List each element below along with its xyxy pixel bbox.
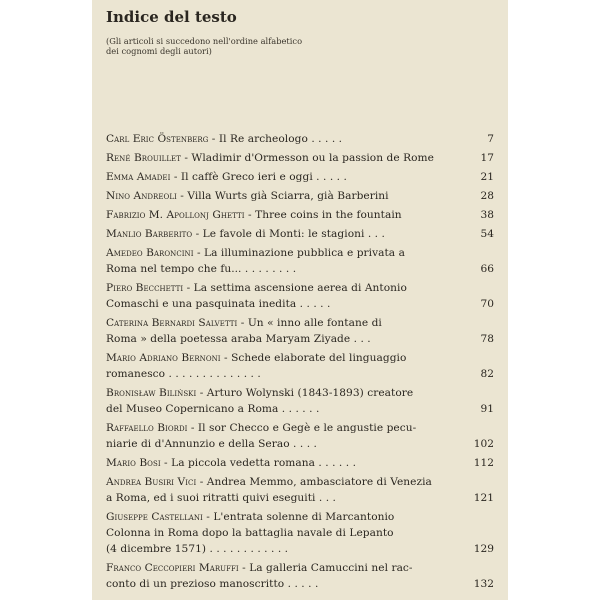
toc-entry-title: Wladimir d'Ormesson ou la passion de Rome [191,152,434,164]
toc-entry-text [106,560,466,592]
author-separator: - [220,352,232,364]
toc-entry-title: Villa Wurts già Sciarra, già Barberini [187,190,389,202]
toc-entry-title: Schede elaborate del linguaggio [231,352,407,364]
toc-entry-line [106,350,452,366]
toc-entry [106,169,494,185]
toc-entry [106,350,494,382]
toc-entry-title: La piccola vedetta romana . . . . . . [171,457,357,469]
toc-entry [106,455,494,471]
toc-entry-author: René Brouillet [106,152,181,164]
toc-entry-page-number: 82 [480,368,494,380]
toc-entry-line [106,245,452,261]
toc-entry-text [106,131,466,147]
toc-entry [106,207,494,223]
toc-entry-text [106,455,466,471]
toc-entry-text [106,315,466,347]
toc-entry-line [106,436,452,452]
toc-entry-text [106,280,466,312]
toc-entry-line [106,560,452,576]
toc-entry-title: Il sor Checco e Gegè e le angustie pecu- [197,422,417,434]
toc-entry-title: La illuminazione pubblica e privata a [204,247,405,259]
toc-entry-title: romanesco . . . . . . . . . . . . . . [106,368,261,380]
toc-entry-line [106,366,452,382]
toc-entry-line [106,474,452,490]
toc-entry-title: conto di un prezioso manoscritto . . . . . [106,578,319,590]
toc-entry-line [106,131,452,147]
toc-entry-page-number: 66 [480,263,494,275]
author-separator: - [237,317,248,329]
author-separator: - [170,171,181,183]
toc-entry [106,226,494,242]
toc-entry [106,280,494,312]
toc-entry [106,420,494,452]
toc-entry-page-number: 132 [473,578,494,590]
toc-entry-title: Roma nel tempo che fu... . . . . . . . . [106,263,297,275]
toc-entry-author: Amedeo Baroncini [106,247,194,259]
toc-entry-title: Roma » della poetessa araba Maryam Ziyade . . . [106,333,371,345]
toc-entry-author: Caterina Bernardi Salvetti [106,317,238,329]
author-separator: - [208,133,219,145]
toc-entry-line [106,169,452,185]
toc-entry-author: Manlio Barberito [106,228,193,240]
author-separator: - [160,457,172,469]
toc-entry-text [106,207,466,223]
toc-entry-title: Le favole di Monti: le stagioni . . . [202,228,385,240]
toc-entry [106,385,494,417]
toc-entry-text [106,509,466,557]
toc-entry-title: La settima ascensione aerea di Antonio [193,282,407,294]
toc-entry-title: Il caffè Greco ieri e oggi . . . . . [180,171,347,183]
toc-entry-page-number: 121 [473,492,494,504]
toc-entry-page-number: 54 [480,228,494,240]
toc-entry-page-number: 102 [473,438,494,450]
author-separator: - [196,387,207,399]
toc-entry-line [106,150,452,166]
toc-entry-text [106,385,466,417]
toc-entry-line [106,455,452,471]
toc-entry-author: Mario Bosi [106,457,161,469]
toc-entry-line [106,576,452,592]
toc-entry-author: Piero Becchetti [106,282,184,294]
toc-entry-line [106,509,452,525]
toc-entry [106,509,494,557]
author-separator: - [192,228,203,240]
toc-entry-title: L'entrata solenne di Marcantonio [213,511,395,523]
toc-entry-author: Bronisław Biliński [106,387,197,399]
toc-entry [106,315,494,347]
author-separator: - [193,247,205,259]
toc-entry-page-number: 7 [487,133,494,145]
toc-entry-text [106,474,466,506]
toc-entry-line [106,207,452,223]
author-separator: - [187,422,198,434]
toc-entry [106,245,494,277]
author-separator: - [183,282,194,294]
toc-entry-line [106,315,452,331]
ordering-note-line: (Gli articoli si succedono nell'ordine alfabetico [106,36,303,46]
toc-entry-author: Raffaello Biordi [106,422,188,434]
toc-entry-page-number: 112 [473,457,494,469]
toc-entry-text [106,226,466,242]
toc-entry-page-number: 38 [480,209,494,221]
toc-entry-text [106,188,466,204]
author-separator: - [196,476,207,488]
toc-entry-title: Il Re archeologo . . . . . [218,133,343,145]
toc-entry-line [106,331,452,347]
toc-entry-page-number: 28 [480,190,494,202]
toc-entry-author: Carl Eric Östenberg [106,133,209,145]
toc-entry-author: Andrea Busiri Vici [106,476,197,488]
toc-entry [106,131,494,147]
toc-entry [106,150,494,166]
toc-entry-author: Mario Adriano Bernoni [106,352,221,364]
toc-entry-text [106,245,466,277]
page-title: Indice del testo [106,8,237,26]
toc-entry-title: Un « inno alle fontane di [247,317,382,329]
author-separator: - [202,511,214,523]
toc-entry-text [106,150,466,166]
toc-entry-text [106,420,466,452]
toc-entry-author: Nino Andreoli [106,190,177,202]
toc-entry-title: Comaschi e una pasquinata inedita . . . . . [106,298,331,310]
toc-entry-author: Fabrizio M. Apollonj Ghetti [106,209,245,221]
author-separator: - [244,209,256,221]
toc-entry-title: del Museo Copernicano a Roma . . . . . . [106,403,320,415]
toc-entry-line [106,188,452,204]
toc-entry-page-number: 17 [480,152,494,164]
toc-entry-text [106,169,466,185]
table-of-contents [106,131,494,592]
toc-entry-author: Emma Amadei [106,171,171,183]
toc-entry-title: a Roma, ed i suoi ritratti quivi eseguiti . . . [106,492,336,504]
toc-entry-title: niarie di d'Annunzio e della Serao . . . . [106,438,317,450]
toc-entry-title: Andrea Memmo, ambasciatore di Venezia [206,476,432,488]
author-separator: - [180,152,192,164]
toc-entry-author: Giuseppe Castellani [106,511,203,523]
toc-entry-line [106,296,452,312]
toc-entry-line [106,490,452,506]
toc-entry-title: Arturo Wolynski (1843-1893) creatore [206,387,414,399]
ordering-note-line: dei cognomi degli autori) [106,46,212,56]
toc-entry-line [106,226,452,242]
toc-entry-title: La galleria Camuccini nel rac- [249,562,413,574]
toc-entry [106,474,494,506]
toc-entry-author: Franco Ceccopieri Maruffi [106,562,239,574]
ordering-note [106,36,494,56]
toc-entry-page-number: 21 [480,171,494,183]
toc-entry-text [106,350,466,382]
toc-entry-page-number: 129 [473,543,494,555]
toc-entry-page-number: 91 [480,403,494,415]
author-separator: - [176,190,188,202]
toc-entry-page-number: 70 [480,298,494,310]
toc-entry-page-number: 78 [480,333,494,345]
author-separator: - [238,562,250,574]
toc-entry-line [106,525,452,541]
toc-entry-line [106,401,452,417]
toc-entry-title: Three coins in the fountain [255,209,402,221]
toc-entry [106,188,494,204]
toc-entry-title: (4 dicembre 1571) . . . . . . . . . . . . [106,543,289,555]
book-page [92,0,508,600]
toc-entry-line [106,385,452,401]
toc-entry-line [106,541,452,557]
toc-entry-line [106,420,452,436]
toc-entry-line [106,280,452,296]
toc-entry-line [106,261,452,277]
toc-entry-title: Colonna in Roma dopo la battaglia navale di Lepanto [106,527,394,539]
toc-entry [106,560,494,592]
